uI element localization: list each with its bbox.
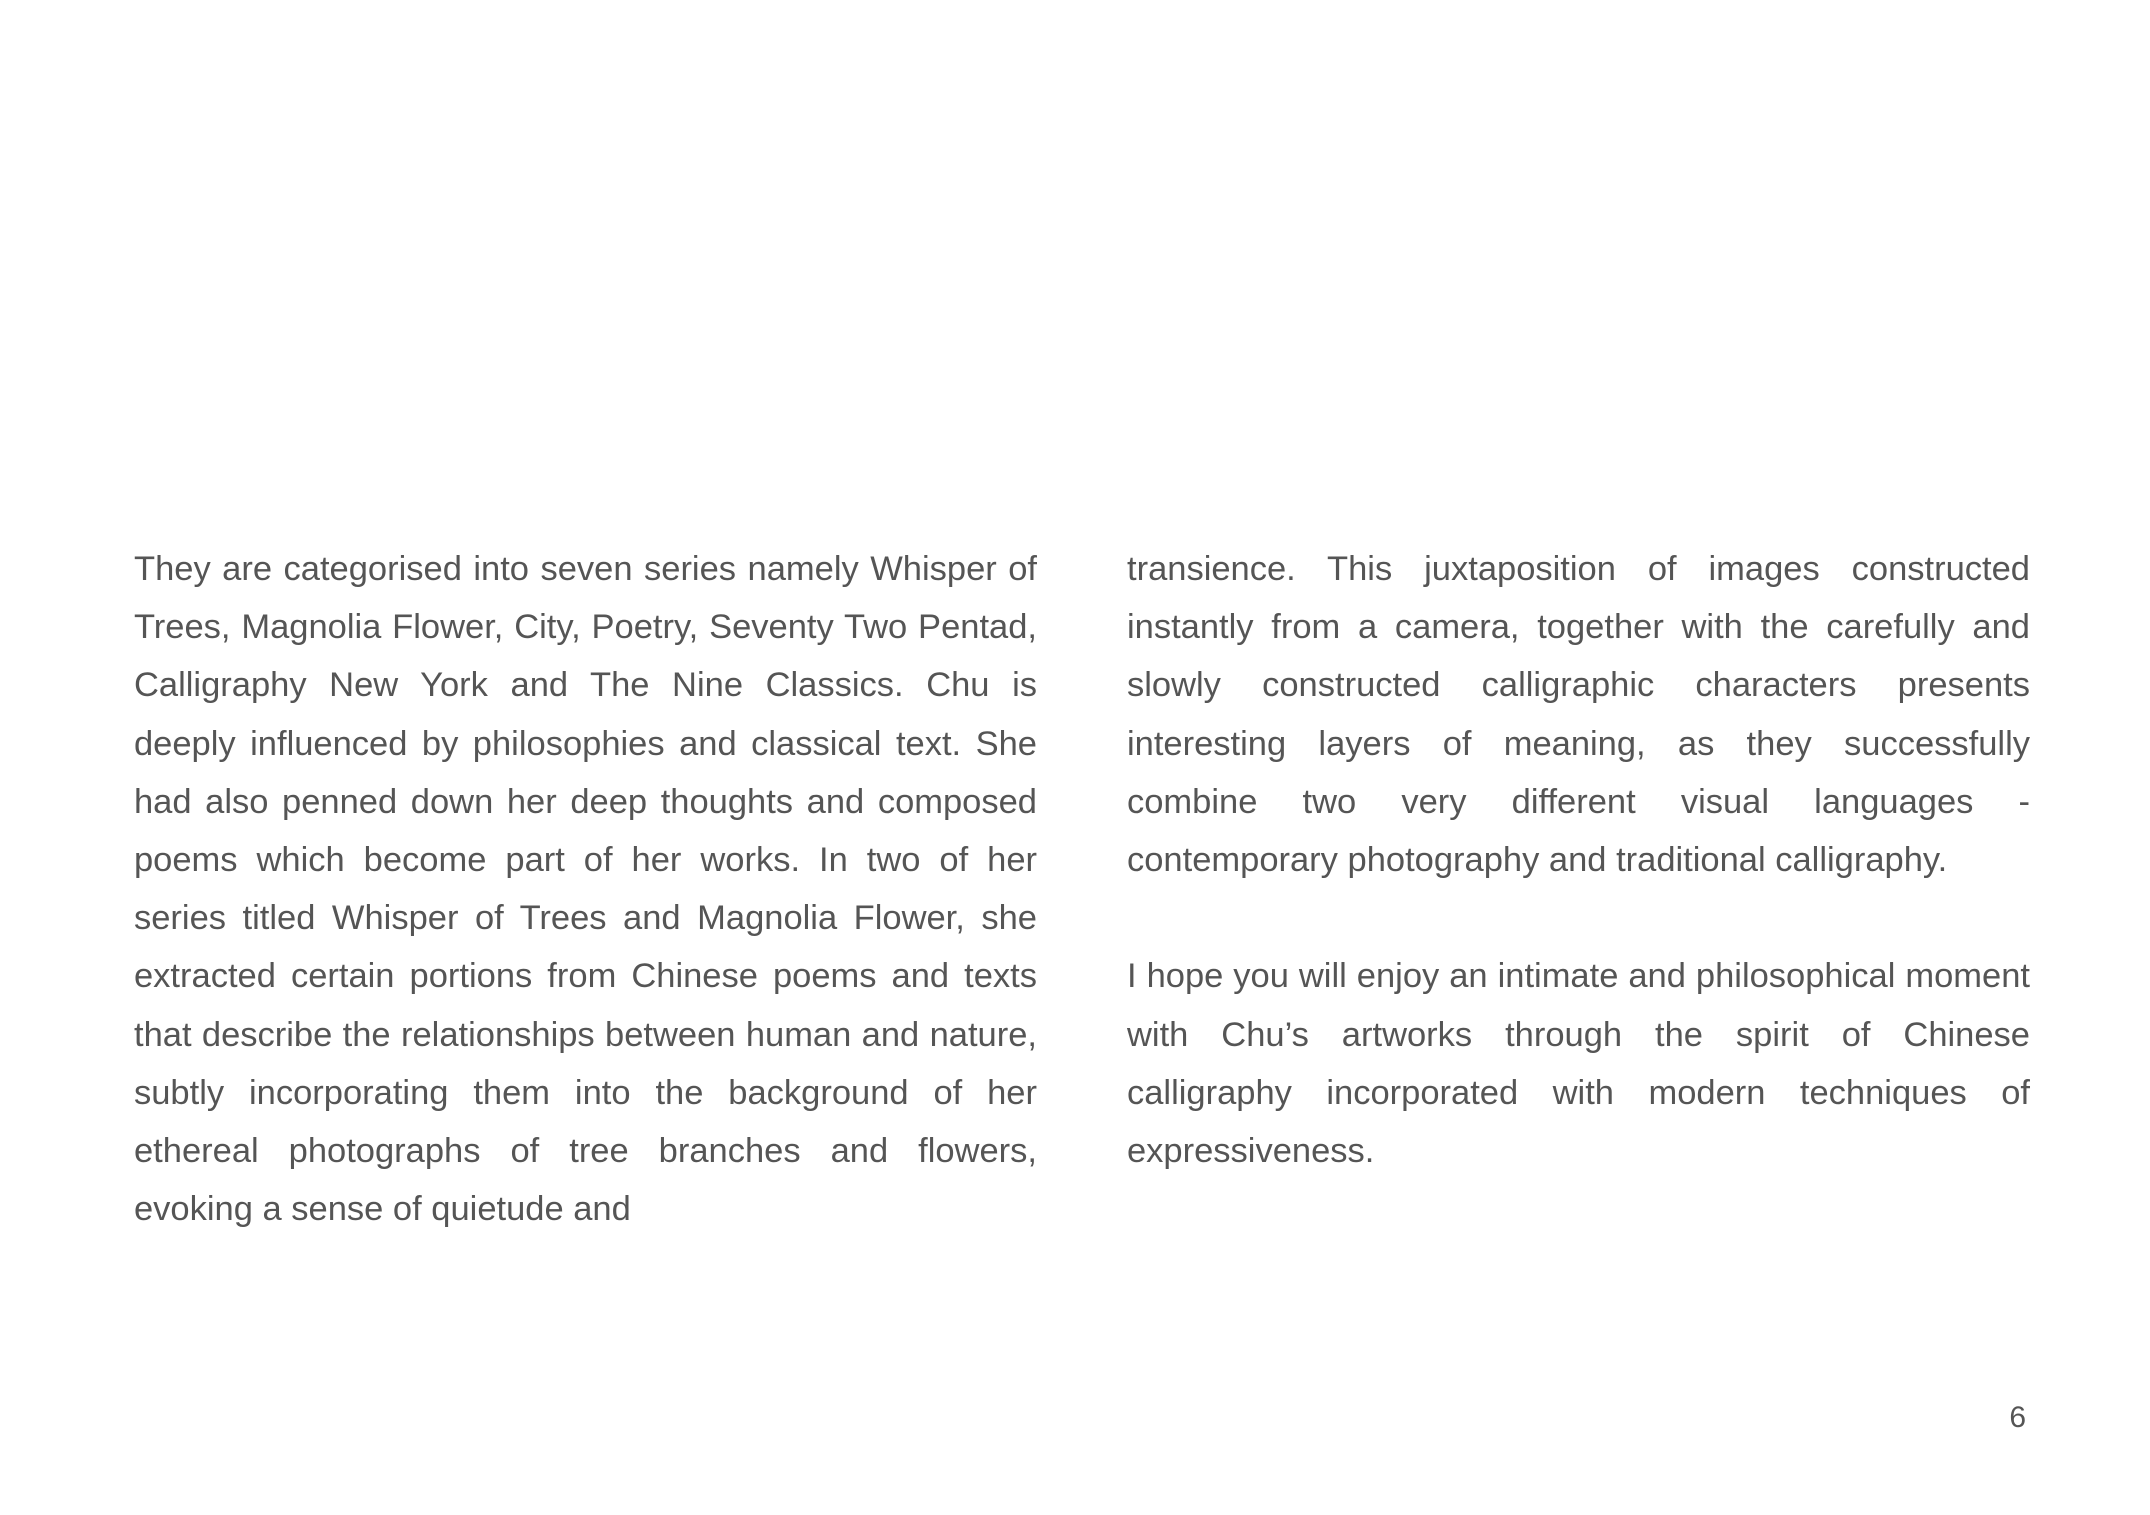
body-paragraph: They are categorised into seven series namely Whisper of Trees, Magnolia Flower, City, Poetry, Seventy Two Pentad, Calligraphy New York and The Nine Classics. Chu is deeply influenced by philosophies and classical text. She had also penned down her deep thoughts and composed poems which become part of her works. In two of her series titled Whisper of Trees and Magnolia Flower, she extracted certain portions from Chinese poems and texts that describe the relationships between human and nature, subtly incorporating them into the background of her ethereal photographs of tree branches and flowers, evoking a sense of quietude and bbox=[134, 550, 1037, 1229]
left-text-column bbox=[134, 540, 1037, 1238]
right-text-column bbox=[1127, 540, 2030, 1180]
closing-paragraph: I hope you will enjoy an intimate and philosophical moment with Chu’s artworks through the spirit of Chinese calligraphy incorporated with modern techniques of expressiveness. bbox=[1127, 957, 2030, 1171]
page-number: 6 bbox=[2009, 1401, 2026, 1434]
body-paragraph-continued: transience. This juxtaposition of images constructed instantly from a camera, together with the carefully and slowly constructed calligraphic characters presents interesting layers of meaning, as they successfully combine two very different visual languages - contemporary photography and traditional calligraphy. bbox=[1127, 550, 2030, 880]
